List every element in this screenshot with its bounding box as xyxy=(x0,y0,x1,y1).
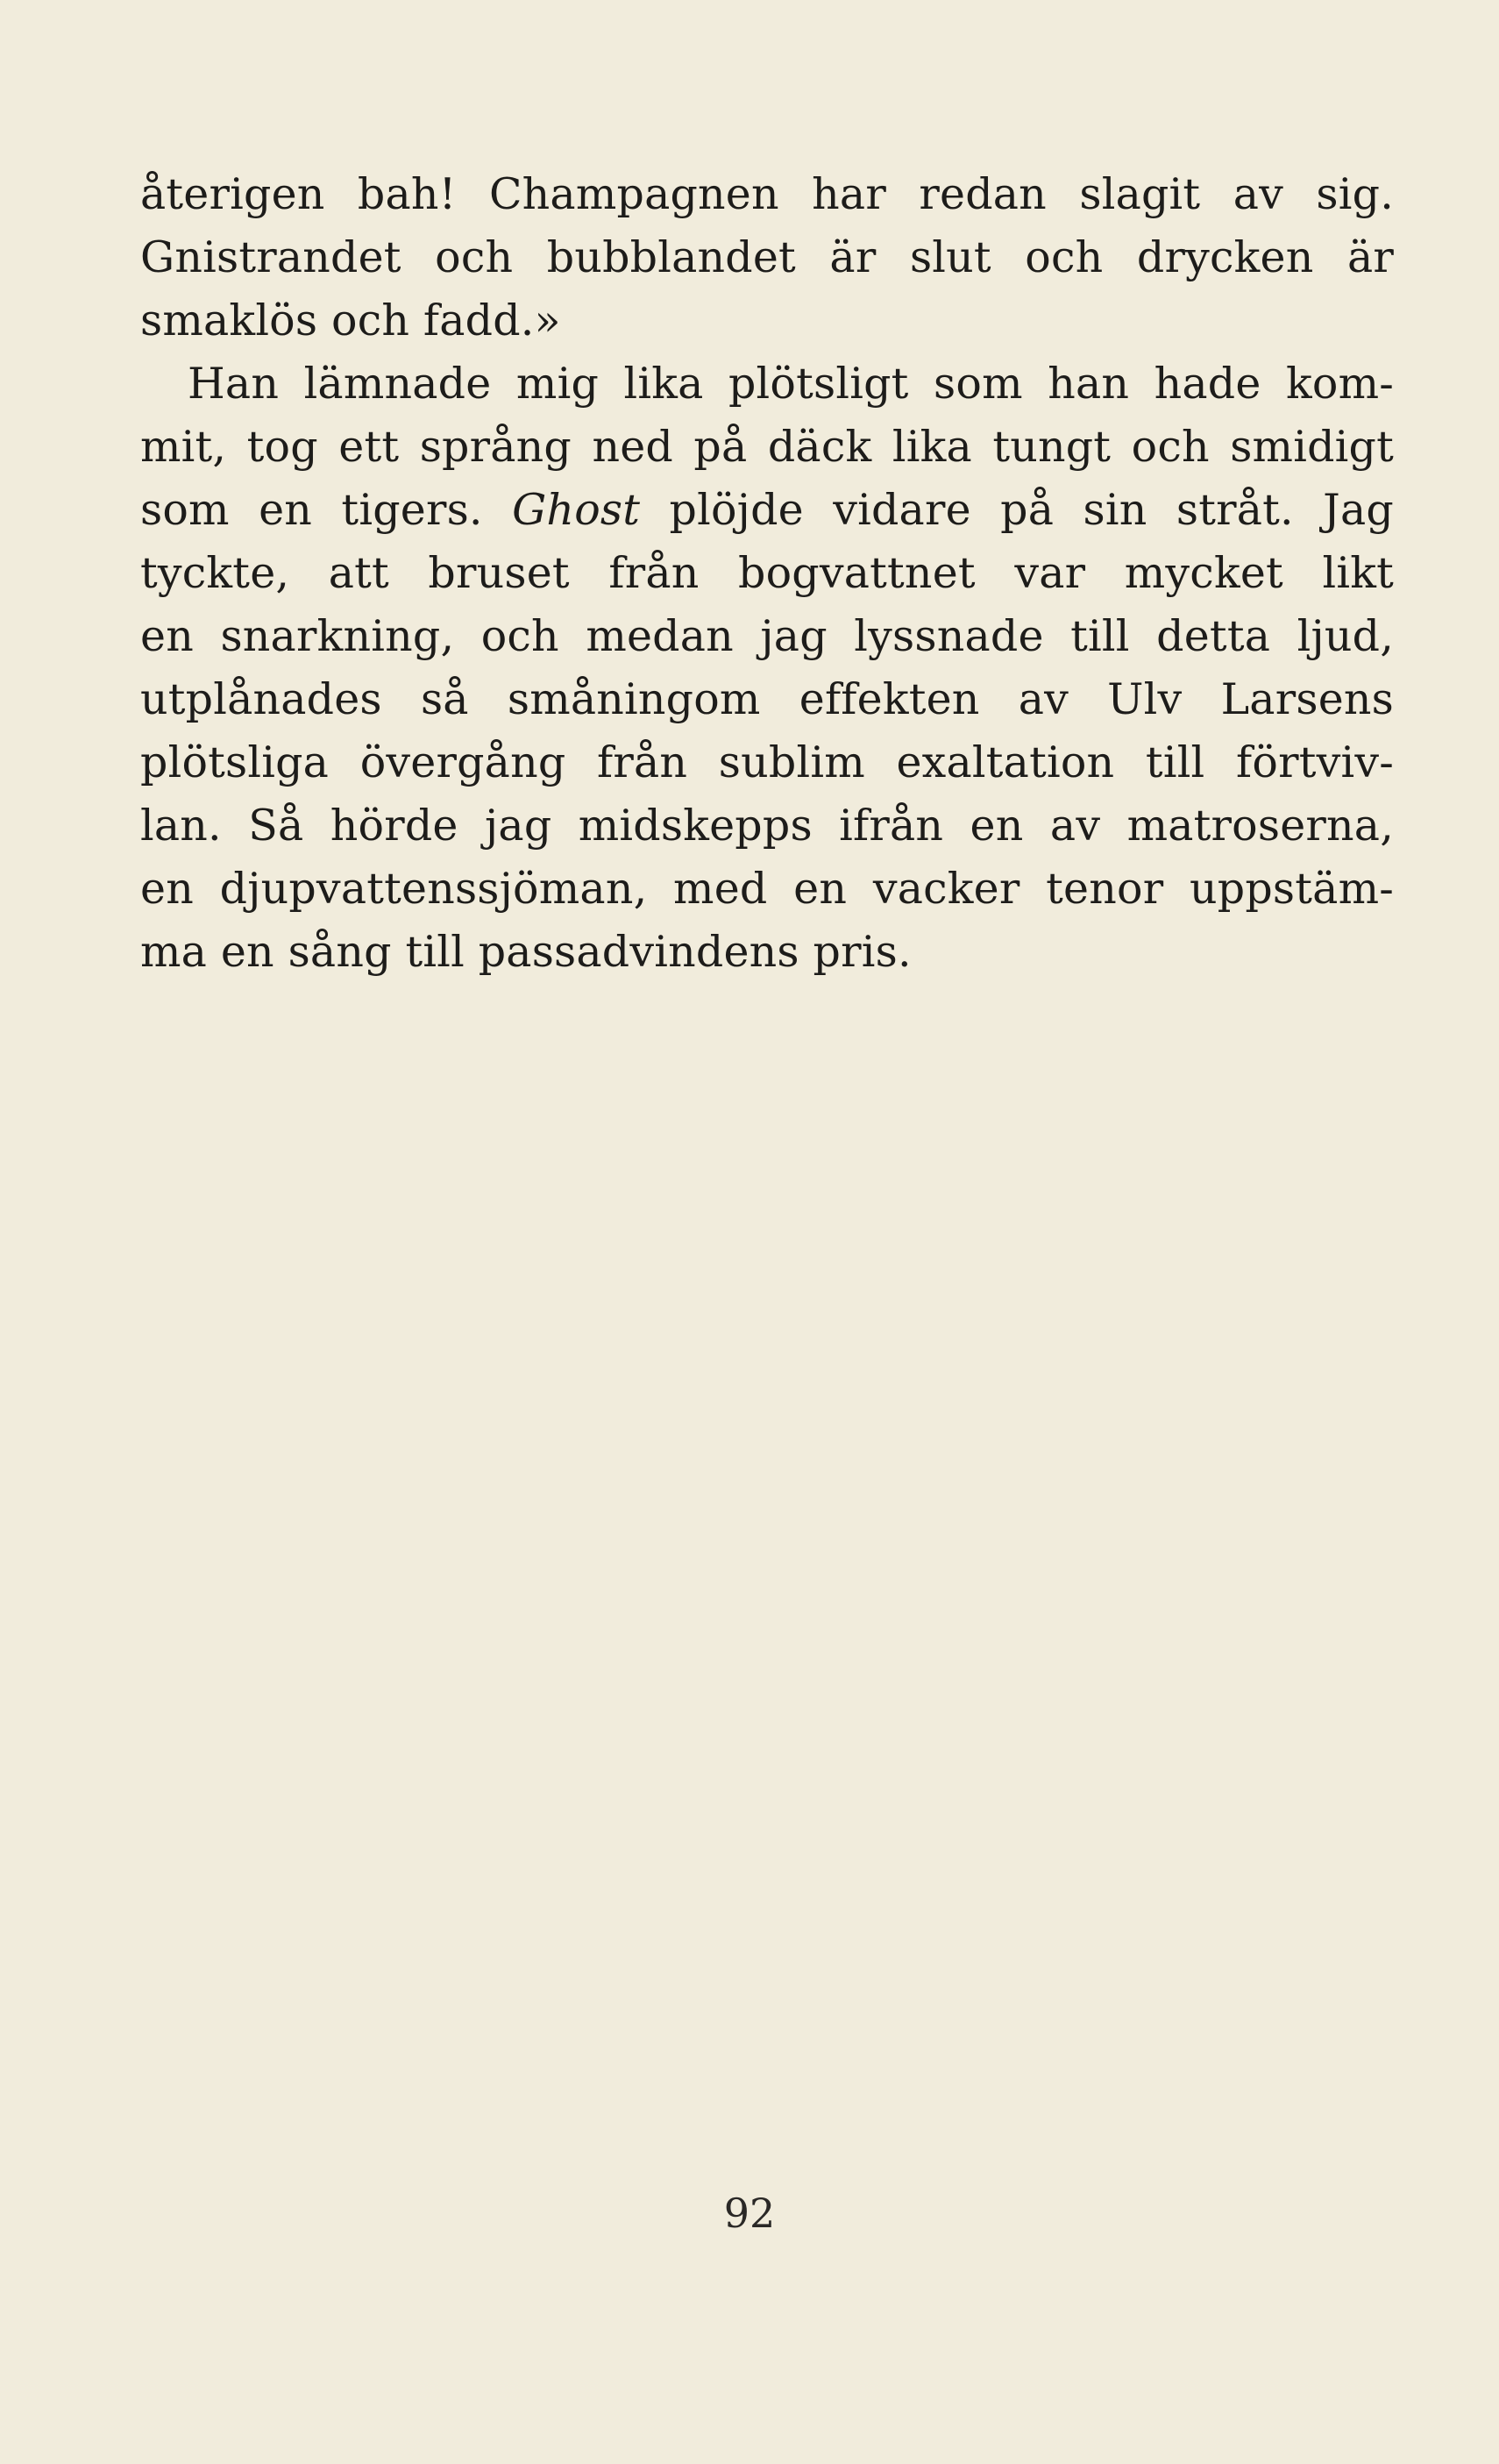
page-number: 92 xyxy=(723,2190,776,2237)
text-line-1: återigen bah! Champagnen har redan slagit av sig. xyxy=(140,169,1394,219)
text-line-5: mit, tog ett språng ned på däck lika tungt och smidigt xyxy=(140,422,1394,472)
ship-name-italic: Ghost xyxy=(512,485,641,535)
text-line-9: utplånades så småningom effekten av Ulv Larsens xyxy=(140,674,1394,724)
text-line-6-start: som en tigers. xyxy=(140,485,483,535)
text-line-2: Gnistrandet och bubblandet är slut och drycken är xyxy=(140,232,1394,282)
text-line-11: lan. Så hörde jag midskepps ifrån en av matroserna, xyxy=(140,801,1394,851)
text-line-6-end: plöjde vidare på sin stråt. Jag xyxy=(669,485,1395,535)
text-line-10: plötsliga övergång från sublim exaltation till förtviv- xyxy=(140,737,1394,787)
text-line-8: en snarkning, och medan jag lyssnade till detta ljud, xyxy=(140,611,1394,661)
text-line-12: en djupvattenssjöman, med en vacker tenor uppstäm- xyxy=(140,864,1394,914)
text-line-3: smaklös och fadd.» xyxy=(140,296,561,345)
text-line-13: ma en sång till passadvindens pris. xyxy=(140,927,912,977)
text-line-6 xyxy=(140,479,1394,542)
text-line-7: tyckte, att bruset från bogvattnet var mycket likt xyxy=(140,548,1394,598)
body-text xyxy=(140,163,1394,984)
text-line-4: Han lämnade mig lika plötsligt som han hade kom- xyxy=(188,359,1394,409)
